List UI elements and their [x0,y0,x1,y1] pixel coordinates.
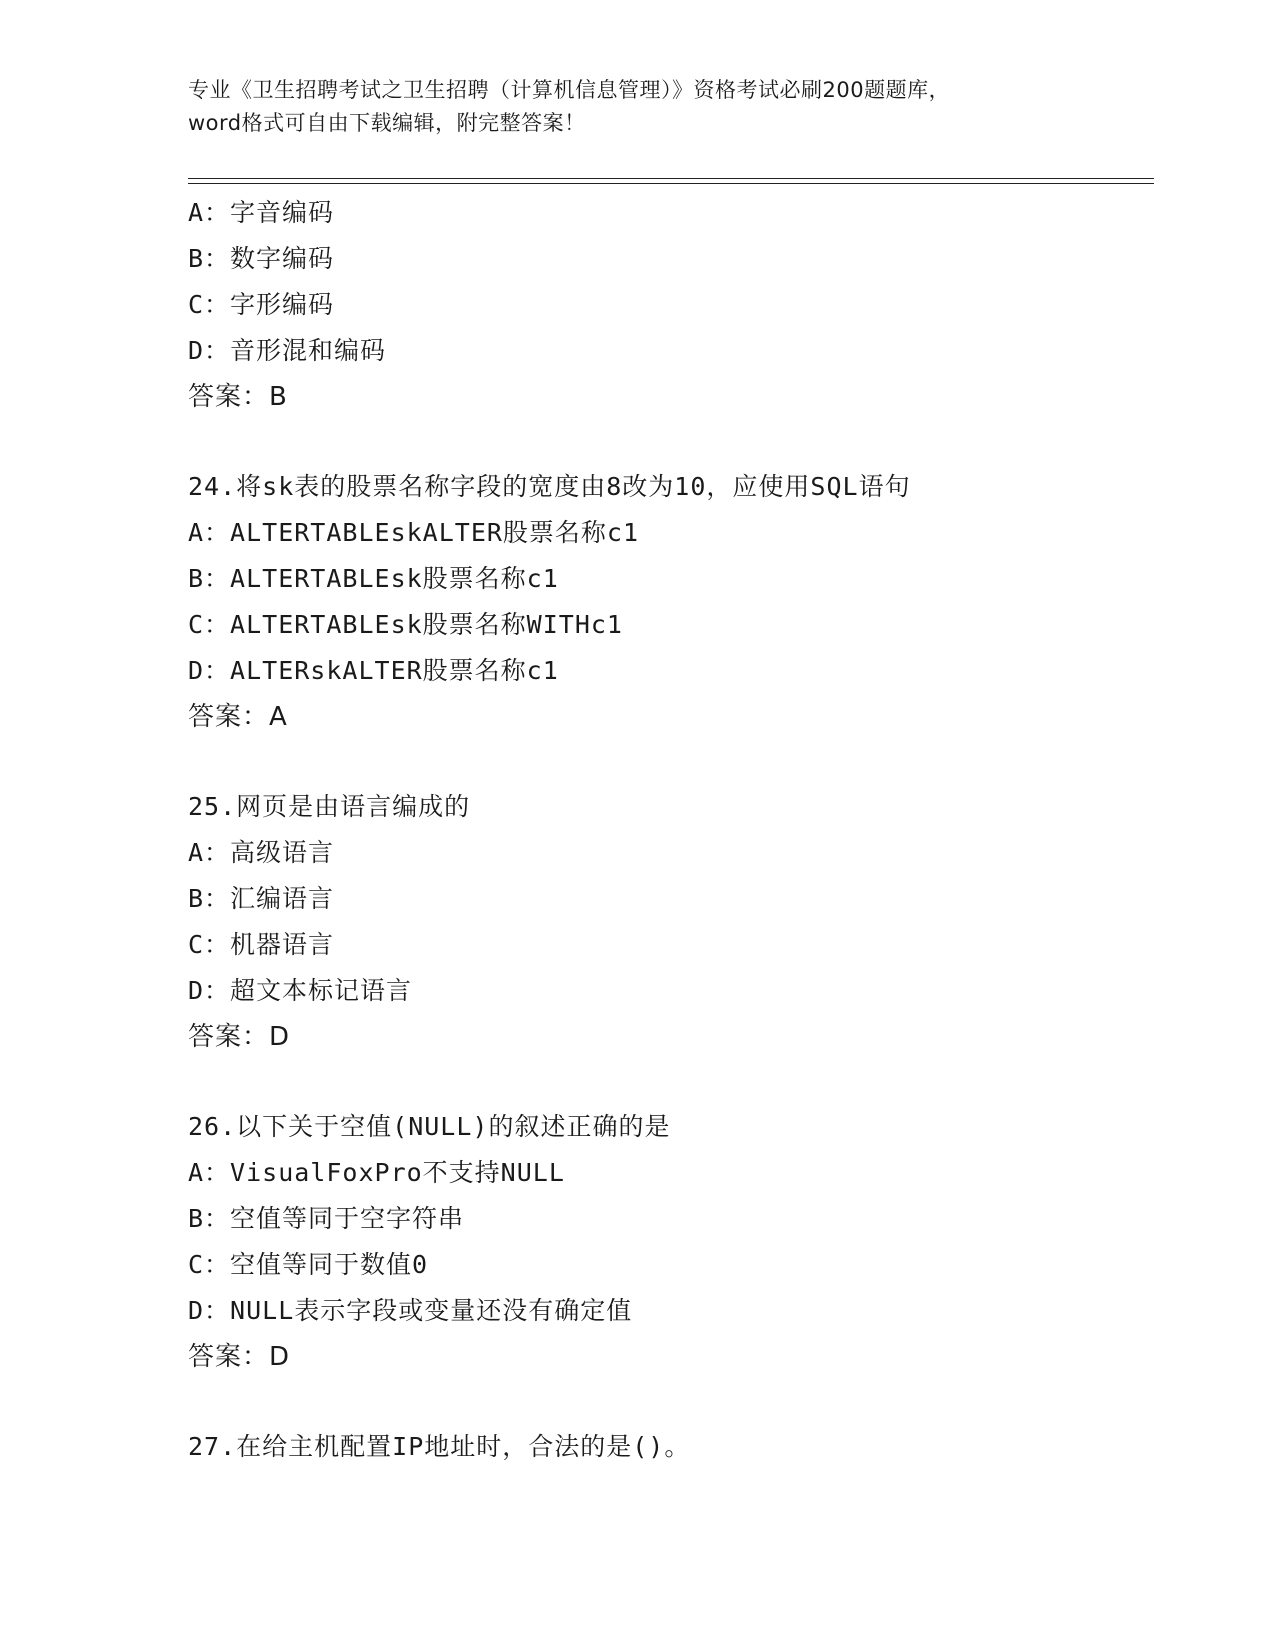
option-b: B：数字编码 [188,244,335,273]
question-block-25 [188,784,1148,1060]
question-text: 26.以下关于空值(NULL)的叙述正确的是 [188,1112,671,1141]
block-spacer [188,1060,1148,1104]
option-c: C：机器语言 [188,930,335,959]
block-spacer [188,420,1148,464]
document-header [188,74,1088,140]
answer: 答案：A [188,702,288,732]
question-text: 25.网页是由语言编成的 [188,792,471,821]
header-line-1: 专业《卫生招聘考试之卫生招聘（计算机信息管理）》资格考试必刷200题题库， [188,78,951,102]
header-divider-bottom [188,183,1154,184]
option-a: A：ALTERTABLEskALTER股票名称c1 [188,518,640,547]
option-d: D：超文本标记语言 [188,976,413,1005]
option-c: C：字形编码 [188,290,335,319]
option-a: A：VisualFoxPro不支持NULL [188,1158,565,1187]
question-block-24 [188,464,1148,740]
question-block-23 [188,190,1148,420]
option-b: B：汇编语言 [188,884,335,913]
option-b: B：ALTERTABLEsk股票名称c1 [188,564,559,593]
option-c: C：空值等同于数值0 [188,1250,429,1279]
option-b: B：空值等同于空字符串 [188,1204,465,1233]
option-c: C：ALTERTABLEsk股票名称WITHc1 [188,610,623,639]
option-d: D：ALTERskALTER股票名称c1 [188,656,559,685]
option-a: A：高级语言 [188,838,335,867]
answer: 答案：B [188,382,288,412]
block-spacer [188,1380,1148,1424]
option-d: D：NULL表示字段或变量还没有确定值 [188,1296,633,1325]
question-list [188,190,1148,1470]
header-divider-top [188,178,1154,179]
option-d: D：音形混和编码 [188,336,387,365]
question-block-27 [188,1424,1148,1470]
question-text: 27.在给主机配置IP地址时，合法的是()。 [188,1432,691,1461]
answer: 答案：D [188,1022,291,1052]
question-block-26 [188,1104,1148,1380]
answer: 答案：D [188,1342,291,1372]
option-a: A：字音编码 [188,198,335,227]
question-text: 24.将sk表的股票名称字段的宽度由8改为10，应使用SQL语句 [188,472,911,501]
header-line-2: word格式可自由下载编辑，附完整答案！ [188,111,586,135]
block-spacer [188,740,1148,784]
